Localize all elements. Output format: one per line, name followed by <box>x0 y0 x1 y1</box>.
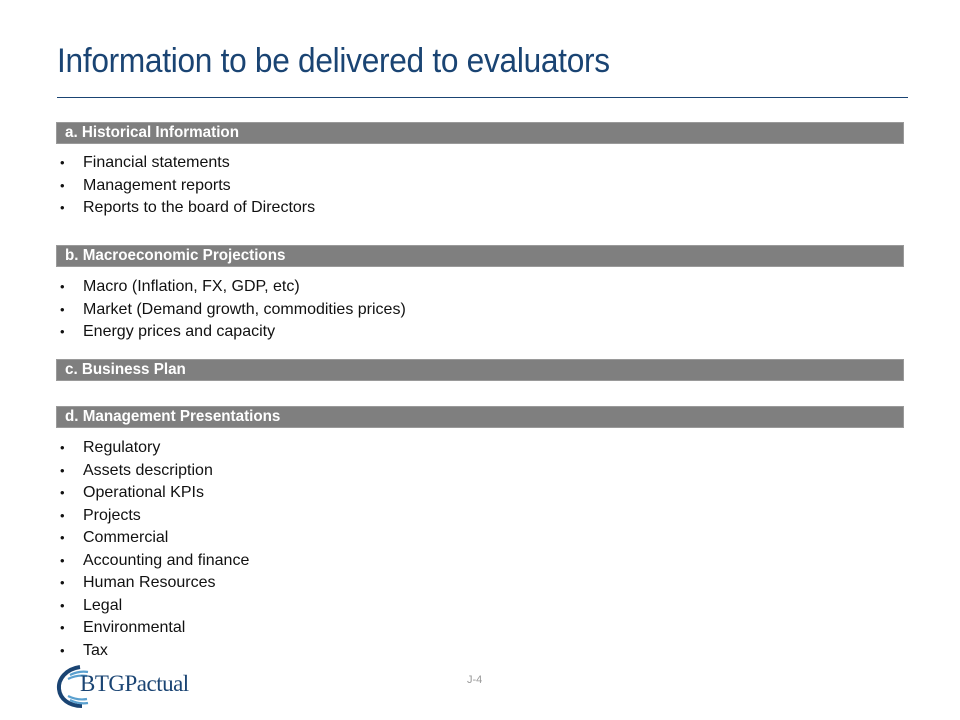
bullet-icon: • <box>60 485 65 500</box>
bullet-icon: • <box>60 620 65 635</box>
list-item: • Regulatory <box>60 437 249 460</box>
list-item: • Management reports <box>60 175 315 198</box>
bullet-icon: • <box>60 507 65 523</box>
section-label: a. Historical Information <box>65 124 239 141</box>
list-item: • Tax <box>60 640 249 663</box>
historical-information-list <box>60 152 315 220</box>
list-item: • Environmental <box>60 617 249 640</box>
list-item: • Commercial <box>60 527 249 550</box>
list-item: • Assets description <box>60 460 249 483</box>
section-label: b. Macroeconomic Projections <box>65 247 286 264</box>
macroeconomic-projections-list <box>60 276 406 344</box>
list-item: • Market (Demand growth, commodities prices) <box>60 299 406 322</box>
bullet-icon: • <box>60 642 65 658</box>
bullet-icon: • <box>60 279 65 294</box>
bullet-icon: • <box>60 597 65 613</box>
list-item: • Financial statements <box>60 152 315 175</box>
bullet-icon: • <box>60 575 65 590</box>
section-header-macroeconomic-projections <box>56 245 904 267</box>
btg-pactual-logo <box>56 663 188 709</box>
list-item: • Accounting and finance <box>60 550 249 573</box>
page-number: J-4 <box>467 674 483 686</box>
bullet-icon: • <box>60 552 65 568</box>
section-label: c. Business Plan <box>65 361 186 378</box>
list-item: • Reports to the board of Directors <box>60 197 315 220</box>
bullet-icon: • <box>60 462 65 478</box>
section-header-management-presentations <box>56 406 904 428</box>
brand-name: BTGPactual <box>80 671 189 696</box>
bullet-icon: • <box>60 177 65 193</box>
bullet-icon: • <box>60 440 65 455</box>
section-header-business-plan <box>56 359 904 381</box>
list-item: • Human Resources <box>60 572 249 595</box>
list-item: • Energy prices and capacity <box>60 321 406 344</box>
list-item: • Legal <box>60 595 249 618</box>
bullet-icon: • <box>60 200 65 215</box>
bullet-icon: • <box>60 301 65 317</box>
list-item: • Operational KPIs <box>60 482 249 505</box>
bullet-icon: • <box>60 155 65 170</box>
section-label: d. Management Presentations <box>65 408 281 425</box>
management-presentations-list <box>60 437 249 662</box>
title-divider <box>57 97 908 98</box>
bullet-icon: • <box>60 530 65 545</box>
list-item: • Projects <box>60 505 249 528</box>
bullet-icon: • <box>60 324 65 339</box>
list-item: • Macro (Inflation, FX, GDP, etc) <box>60 276 406 299</box>
section-header-historical-information <box>56 122 904 144</box>
slide-title: Information to be delivered to evaluators <box>57 42 610 80</box>
